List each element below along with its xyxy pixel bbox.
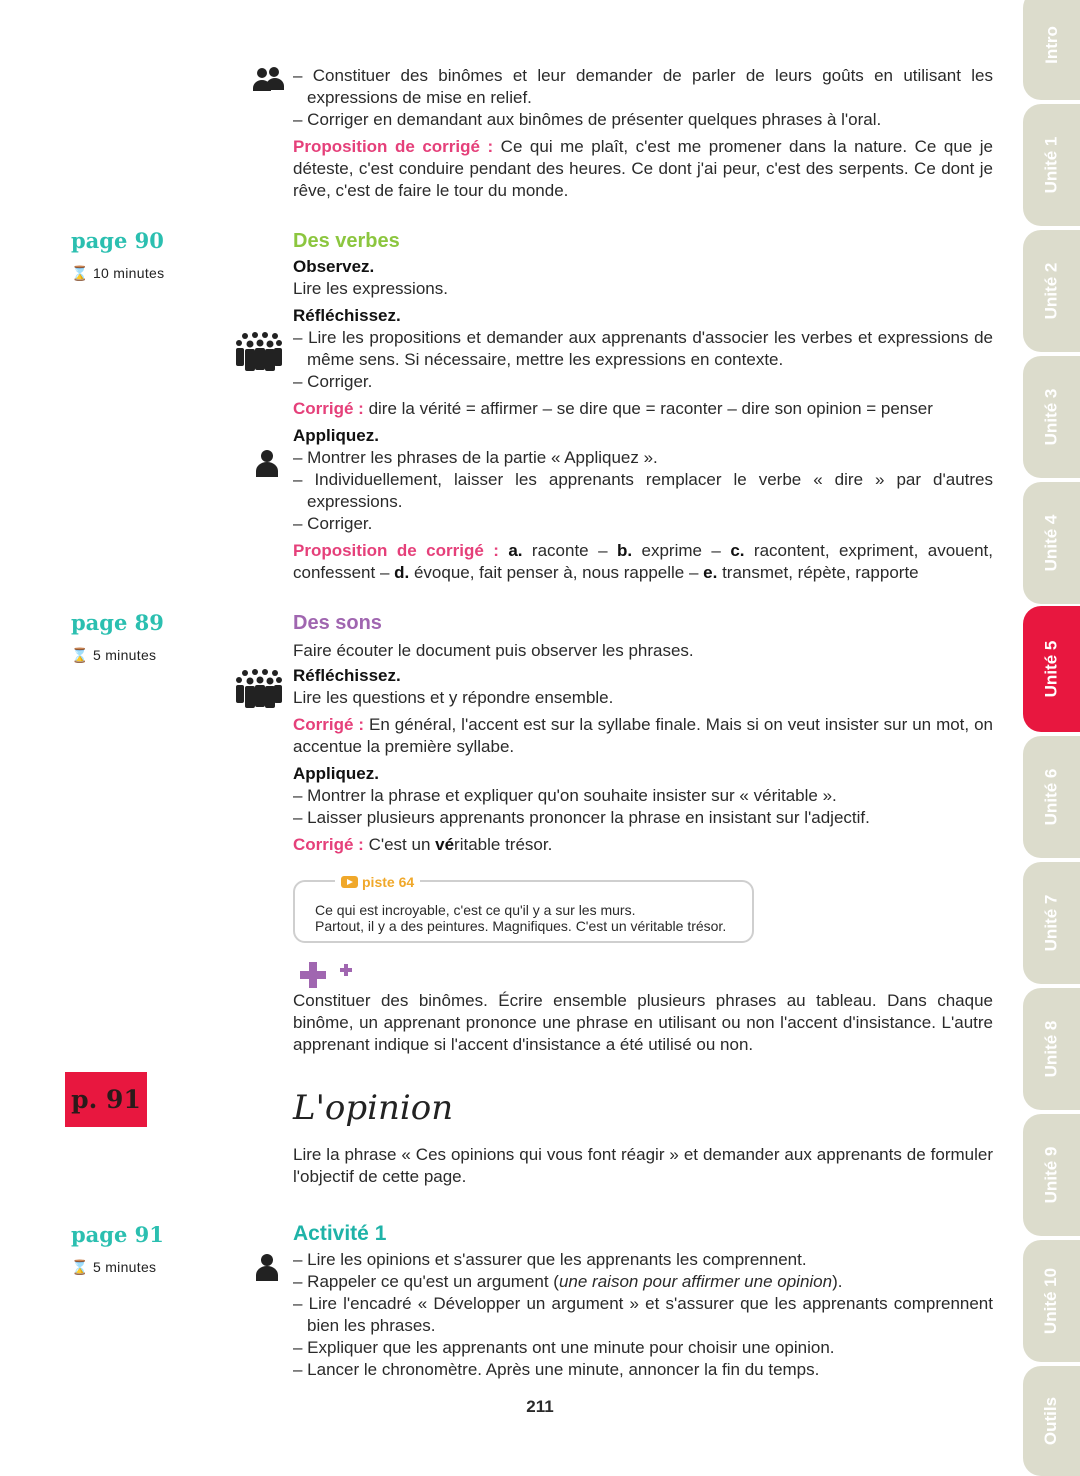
corrige-paragraph [293, 136, 993, 202]
hourglass-icon: ⌛ [71, 647, 89, 663]
tab-label: Unité 6 [1041, 768, 1061, 826]
tab-outils[interactable] [1023, 1366, 1080, 1476]
transcript-line: Ce qui est incroyable, c'est ce qu'il y a sur les murs. [315, 902, 636, 918]
extension-activity-text: Constituer des binômes. Écrire ensemble plusieurs phrases au tableau. Dans chaque binôme, un apprenant prononce une phrase en utilisant ou non l'accent d'insistance. L'autre apprenant indique si l'accent d'insistance a été utilisé ou non. [293, 991, 993, 1054]
tab-unite-5[interactable] [1023, 606, 1080, 732]
page-badge [65, 1072, 147, 1127]
tab-label: Intro [1041, 26, 1061, 64]
step-heading: Réfléchissez. [293, 306, 401, 325]
instruction-item: – Corriger. [293, 514, 373, 533]
item-text: ). [832, 1272, 843, 1291]
pair-work-icon [252, 66, 284, 94]
hourglass-icon: ⌛ [71, 1259, 89, 1275]
corrige-text: C'est un [363, 835, 436, 854]
individual-work-icon [256, 1253, 278, 1283]
instruction-item: – Lire les propositions et demander aux apprenants d'associer les verbes et expressions de même sens. Si nécessaire, mettre les expressions en contexte. [293, 328, 993, 369]
duration [71, 647, 156, 664]
tab-label: Unité 1 [1041, 136, 1061, 194]
hourglass-icon: ⌛ [71, 265, 89, 281]
instruction-item: – Montrer la phrase et expliquer qu'on souhaite insister sur « véritable ». [293, 786, 837, 805]
tab-unite-10[interactable] [1023, 1240, 1080, 1362]
tab-unite-9[interactable] [1023, 1114, 1080, 1236]
step-text: Lire les questions et y répondre ensemble. [293, 688, 614, 707]
step-text: Faire écouter le document puis observer les phrases. [293, 641, 694, 660]
corrige-label: Corrigé : [293, 835, 364, 854]
tab-unite-1[interactable] [1023, 104, 1080, 226]
step-heading: Appliquez. [293, 426, 379, 445]
pair-activity-block [293, 65, 993, 202]
duration [71, 265, 164, 282]
answer-letter: e. [703, 563, 718, 582]
answer-letter: d. [394, 563, 410, 582]
tab-label: Unité 10 [1041, 1267, 1061, 1335]
corrige-label: Proposition de corrigé : [293, 137, 494, 156]
tab-unite-8[interactable] [1023, 988, 1080, 1110]
instruction-item [293, 1271, 993, 1293]
tab-label: Unité 5 [1041, 640, 1061, 698]
corrige-text: dire la vérité = affirmer – se dire que = raconter – dire son opinion = penser [363, 399, 933, 418]
lesson-title: L'opinion [293, 1088, 454, 1128]
tab-unite-7[interactable] [1023, 862, 1080, 984]
corrige-label: Corrigé : [293, 399, 364, 418]
answer-letter: a. [508, 541, 523, 560]
section-des-sons [293, 611, 993, 856]
duration-text: 5 minutes [92, 1259, 157, 1275]
corrige-label: Corrigé : [293, 715, 365, 734]
page-badge-text: p. 91 [71, 1085, 141, 1114]
audio-track-button[interactable] [335, 874, 420, 890]
item-text: – Lancer le chronomètre. Après une minute, annoncer la fin du temps. [293, 1360, 820, 1379]
tab-label: Unité 8 [1041, 1020, 1061, 1078]
tab-intro[interactable] [1023, 0, 1080, 100]
answer-text: racontent, expriment, avouent, confessent – [293, 541, 993, 582]
answer-letter: c. [730, 541, 745, 560]
answer-text: évoque, fait penser à, nous rappelle – [409, 563, 704, 582]
instruction-item: – Corriger en demandant aux binômes de présenter quelques phrases à l'oral. [293, 110, 882, 129]
play-icon [341, 876, 358, 888]
tab-label: Unité 9 [1041, 1146, 1061, 1204]
plus-large-icon [300, 962, 326, 988]
item-text: – Rappeler ce qu'est un argument ( [293, 1272, 559, 1291]
answer-text: transmet, répète, rapporte [717, 563, 919, 582]
item-text: – Lire les opinions et s'assurer que les apprenants les comprennent. [293, 1250, 807, 1269]
group-work-icon [235, 332, 283, 372]
lesson-intro: Lire la phrase « Ces opinions qui vous font réagir » et demander aux apprenants de formuler l'objectif de cette page. [293, 1145, 993, 1186]
tab-unite-3[interactable] [1023, 356, 1080, 478]
page-reference: page 90 [71, 228, 164, 253]
answer-letter: b. [616, 541, 633, 560]
instruction-item [293, 1359, 993, 1381]
section-title: Des verbes [293, 230, 400, 252]
answer-text: raconte – [522, 541, 617, 560]
page-number: 211 [526, 1397, 554, 1416]
corrige-text: En général, l'accent est sur la syllabe finale. Mais si on veut insister sur un mot, on accentue la première syllabe. [293, 715, 993, 756]
tab-label: Outils [1041, 1396, 1061, 1446]
plus-small-icon [340, 964, 352, 976]
answer-text: exprime – [632, 541, 731, 560]
instruction-item: – Laisser plusieurs apprenants prononcer la phrase en insistant sur l'adjectif. [293, 808, 870, 827]
step-heading: Appliquez. [293, 764, 379, 783]
item-italic: une raison pour affirmer une opinion [558, 1272, 833, 1291]
tab-unite-2[interactable] [1023, 230, 1080, 352]
section-activite-1 [293, 1222, 993, 1381]
individual-work-icon [256, 449, 278, 479]
step-heading: Observez. [293, 257, 375, 276]
instruction-item: – Montrer les phrases de la partie « Appliquez ». [293, 448, 658, 467]
track-label: piste 64 [362, 874, 415, 890]
instruction-item: – Individuellement, laisser les apprenants remplacer le verbe « dire » par d'autres expressions. [293, 470, 993, 511]
tab-unite-4[interactable] [1023, 482, 1080, 604]
tab-unite-6[interactable] [1023, 736, 1080, 858]
step-text: Lire les expressions. [293, 279, 448, 298]
page-reference: page 89 [71, 610, 164, 635]
tab-label: Unité 4 [1041, 514, 1061, 572]
tab-label: Unité 3 [1041, 388, 1061, 446]
section-des-verbes [293, 229, 993, 584]
instruction-item [293, 1337, 993, 1359]
corrige-paragraph [293, 540, 993, 584]
step-heading: Réfléchissez. [293, 666, 401, 685]
instruction-item: – Corriger. [293, 372, 373, 391]
corrige-label: Proposition de corrigé : [293, 541, 499, 560]
section-title: Activité 1 [293, 1222, 387, 1245]
duration-text: 5 minutes [92, 647, 157, 663]
instruction-item [293, 1249, 993, 1271]
section-title: Des sons [293, 612, 382, 634]
item-text: – Lire l'encadré « Développer un argument » et s'assurer que les apprenants comprennent bien les phrases. [293, 1294, 993, 1335]
page-reference: page 91 [71, 1222, 164, 1247]
instruction-item [293, 1293, 993, 1337]
duration [71, 1259, 156, 1276]
tab-label: Unité 2 [1041, 262, 1061, 320]
tab-label: Unité 7 [1041, 894, 1061, 952]
stressed-syllable: vé [435, 835, 455, 854]
transcript-line: Partout, il y a des peintures. Magnifiques. C'est un véritable trésor. [315, 918, 727, 934]
group-work-icon [235, 669, 283, 709]
corrige-text: ritable trésor. [454, 835, 553, 854]
audio-transcript-box [293, 874, 754, 943]
duration-text: 10 minutes [92, 265, 165, 281]
corrige-text: Ce qui me plaît, c'est me promener dans la nature. Ce que je déteste, c'est conduire pendant des heures. Ce dont j'ai peur, c'est des serpents. Ce dont je rêve, c'est de faire le tour du monde. [293, 137, 993, 200]
item-text: – Expliquer que les apprenants ont une minute pour choisir une opinion. [293, 1338, 835, 1357]
instruction-item: – Constituer des binômes et leur demander de parler de leurs goûts en utilisant les expressions de mise en relief. [293, 66, 993, 107]
